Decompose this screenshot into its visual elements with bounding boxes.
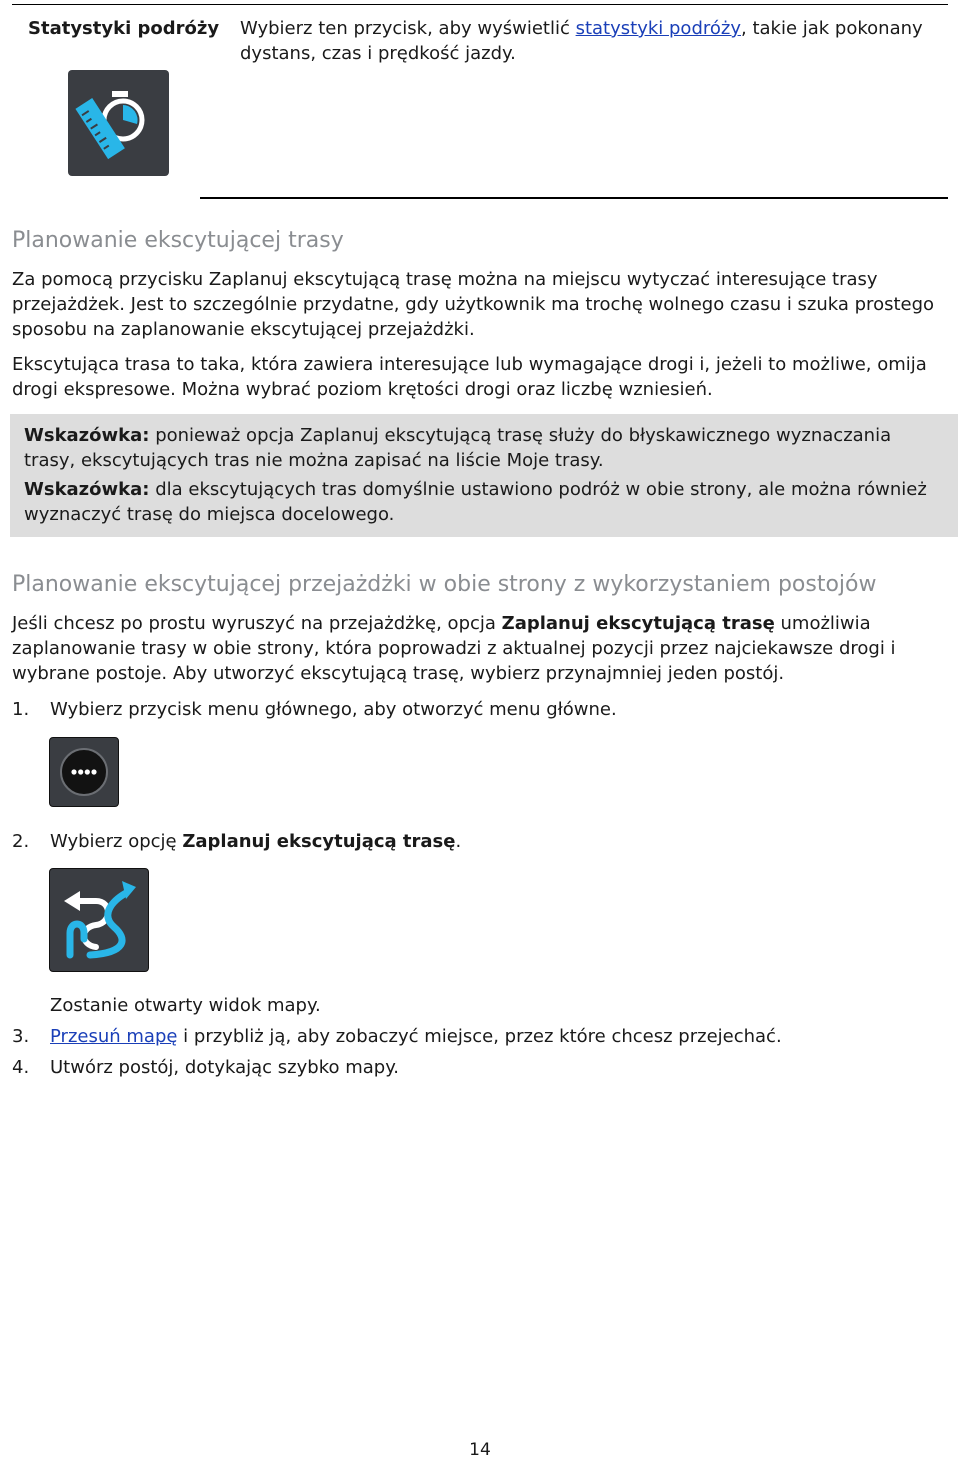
step-2-text: Wybierz opcję Zaplanuj ekscytującą trasę. [50, 831, 462, 852]
thrilling-route-button[interactable] [49, 868, 149, 972]
step-1-number: 1. [12, 699, 30, 720]
section2-heading: Planowanie ekscytującej przejażdżki w obie strony z wykorzystaniem postojów [12, 572, 877, 597]
section1-paragraph-1: Za pomocą przycisku Zaplanuj ekscytującą trasę można na miejscu wytyczać interesujące trasy przejażdżek. Jest to szczególnie przydatne, gdy użytkownik ma trochę wolnego czasu i szuka prostego sposobu na zaplanowanie ekscytującej przejażdżki. [12, 269, 935, 340]
tip-2: Wskazówka: dla ekscytujących tras domyślnie ustawiono podróż w obie strony, ale można również wyznaczyć trasę do miejsca docelowego. [24, 479, 927, 525]
page-number: 14 [469, 1440, 491, 1460]
map-opens-note: Zostanie otwarty widok mapy. [50, 995, 321, 1016]
section1-heading: Planowanie ekscytującej trasy [12, 228, 344, 253]
main-menu-button[interactable] [49, 737, 119, 807]
step-1-text: Wybierz przycisk menu głównego, aby otworzyć menu główne. [50, 699, 617, 720]
top-rule [12, 4, 948, 5]
step-4-number: 4. [12, 1057, 30, 1078]
section1-paragraph-2: Ekscytująca trasa to taka, która zawiera interesujące lub wymagające drogi i, jeżeli to możliwe, omija drogi ekspresowe. Można wybrać poziom krętości drogi oraz liczbę wzniesień. [12, 354, 927, 400]
step-2-number: 2. [12, 831, 30, 852]
main-menu-icon [50, 738, 118, 806]
trip-stats-link[interactable]: statystyki podróży [575, 18, 741, 39]
stopwatch-ruler-icon [68, 70, 169, 176]
section-divider [200, 197, 948, 199]
trip-stats-label: Statystyki podróży [28, 18, 220, 39]
thrilling-route-icon [50, 869, 148, 971]
step-3-text: Przesuń mapę i przybliż ją, aby zobaczyć miejsce, przez które chcesz przejechać. [50, 1026, 782, 1047]
step-3-number: 3. [12, 1026, 30, 1047]
tip-1: Wskazówka: ponieważ opcja Zaplanuj ekscytującą trasę służy do błyskawicznego wyznaczania trasy, ekscytujących tras nie można zapisać na liście Moje trasy. [24, 425, 892, 471]
trip-stats-button[interactable] [68, 70, 169, 176]
move-map-link[interactable]: Przesuń mapę [50, 1026, 178, 1047]
section2-intro: Jeśli chcesz po prostu wyruszyć na przejażdżkę, opcja Zaplanuj ekscytującą trasę umożliwia zaplanowanie trasy w obie strony, która poprowadzi z aktualnej pozycji przez najciekawsze drogi i wybrane postoje. Aby utworzyć ekscytującą trasę, wybierz przynajmniej jeden postój. [12, 613, 896, 684]
trip-stats-description: Wybierz ten przycisk, aby wyświetlić statystyki podróży, takie jak pokonany dystans, czas i prędkość jazdy. [240, 18, 923, 64]
step-4-text: Utwórz postój, dotykając szybko mapy. [50, 1057, 400, 1078]
